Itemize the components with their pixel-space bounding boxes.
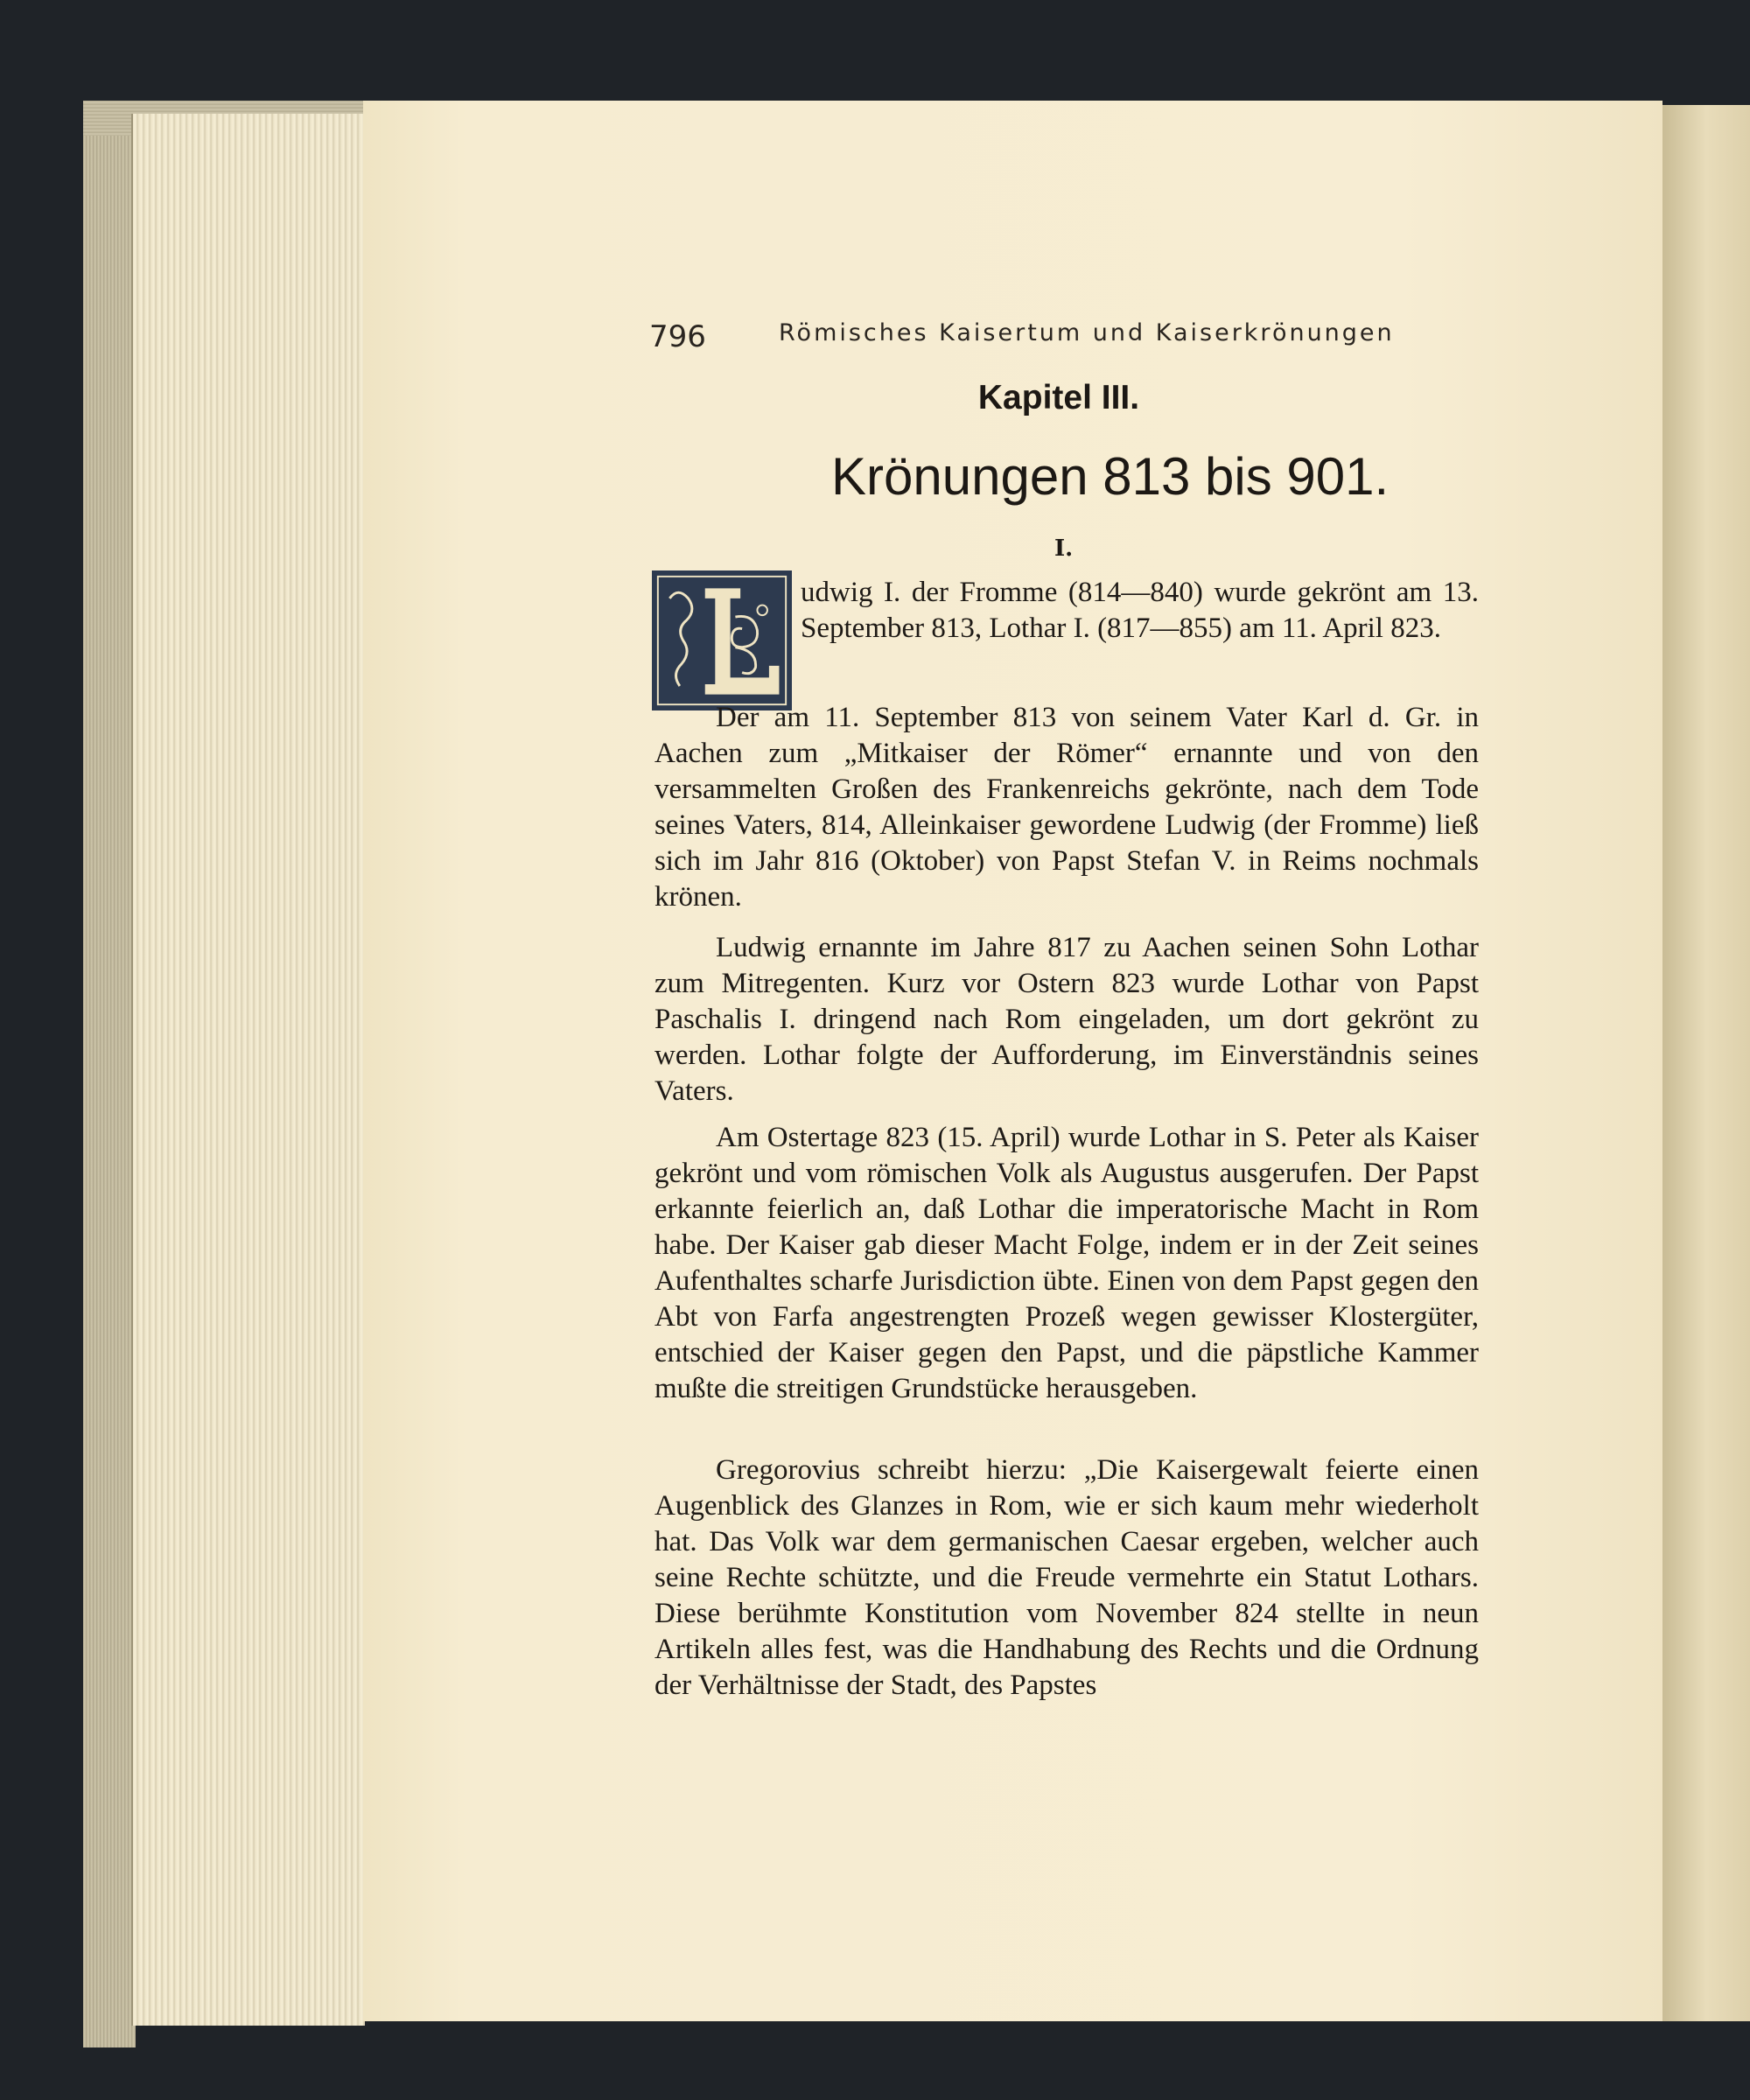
paragraph-4 [654, 1452, 1479, 1704]
paragraph-2 [654, 930, 1479, 1110]
chapter-label: Kapitel III. [977, 379, 1140, 416]
paragraph-3-text: Am Ostertage 823 (15. April) wurde Lothar in S. Peter als Kaiser gekrönt und vom römischen Volk als Augustus ausgerufen. Der Papst erkannte feierlich an, daß Lothar die imperatorische Macht in Rom habe. Der Kaiser gab dieser Macht Folge, indem er in der Zeit seines Aufenthaltes scharfe Jurisdiction übte. Einen von dem Papst gegen den Abt von Farfa angestrengten Prozeß wegen gewisser Klostergüter, entschied der Kaiser gegen den Papst, und die päpstliche Kammer mußte die streitigen Grundstücke herausgeben. [654, 1122, 1479, 1404]
paragraph-4-text: Gregorovius schreibt hierzu: „Die Kaisergewalt feierte einen Augenblick des Glanzes in Rom, wie er sich kaum mehr wiederholt hat. Das Volk war dem germanischen Caesar ergeben, welcher auch seine Rechte schützte, und die Freude vermehrte ein Statut Lothars. Diese berühmte Konstitution vom November 824 stellte in neun Artikeln alles fest, was die Handhabung des Rechts und die Ordnung der Verhältnisse der Stadt, des Papstes [654, 1454, 1479, 1701]
decorated-initial [652, 570, 792, 710]
chapter-title: Krönungen 813 bis 901. [831, 447, 1390, 506]
opening-paragraph: udwig I. der Fromme (814—840) wurde gekrönt am 13. September 813, Lothar I. (817—855) am 11. April 823. [801, 577, 1479, 644]
paragraph-3 [654, 1120, 1479, 1407]
paragraph-2-text: Ludwig ernannte im Jahre 817 zu Aachen seinen Sohn Lothar zum Mitregenten. Kurz vor Ostern 823 wurde Lothar von Papst Paschalis I. dringend nach Rom eingeladen, um dort gekrönt zu werden. Lothar folgte der Aufforderung, im Einverständnis seines Vaters. [654, 932, 1479, 1107]
page-number: 796 [649, 319, 706, 354]
section-number: I. [1054, 536, 1074, 562]
running-title: Römisches Kaisertum und Kaiserkrönungen [779, 319, 1395, 346]
decorated-initial-l-icon [654, 573, 789, 708]
paragraph-1-text: Der am 11. September 813 von seinem Vater Karl d. Gr. in Aachen zum „Mitkaiser der Römer“ ernannte und von den versammelten Großen des Frankenreichs gekrönte, nach dem Tode seines Vaters, 814, Alleinkaiser gewordene Ludwig (der Fromme) ließ sich im Jahr 816 (Oktober) von Papst Stefan V. in Reims nochmals krönen. [654, 702, 1479, 913]
paragraph-1 [654, 700, 1479, 915]
